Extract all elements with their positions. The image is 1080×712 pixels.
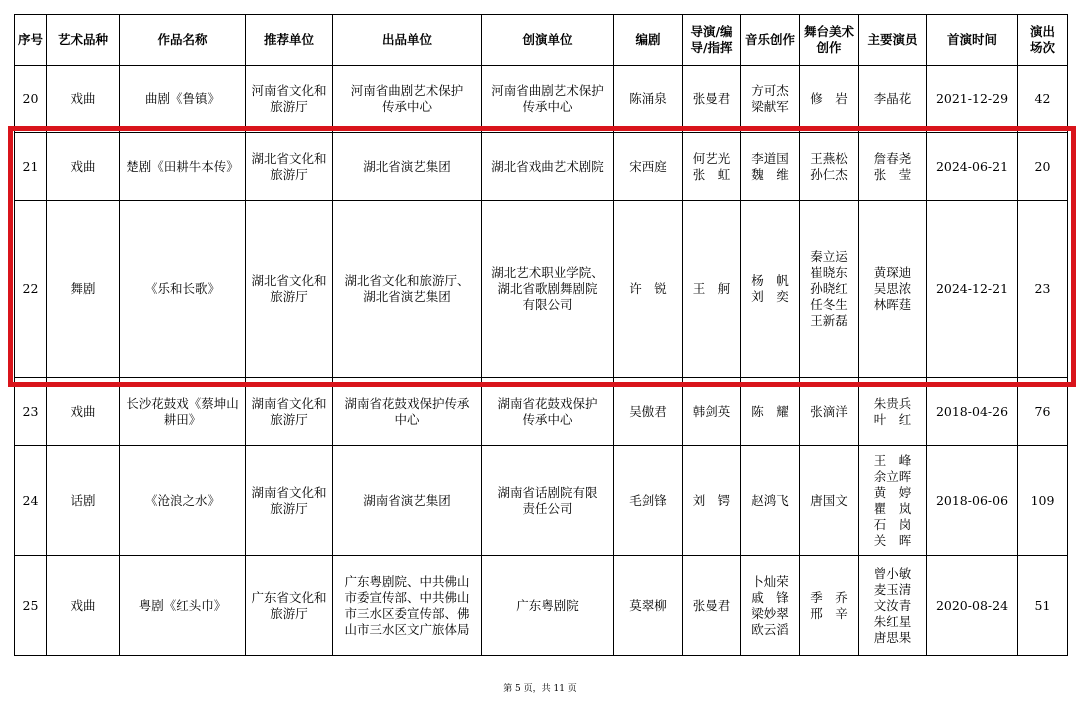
cell-shows: 51	[1018, 556, 1068, 656]
cell-type: 舞剧	[47, 201, 120, 378]
col-header-writer: 编剧	[614, 15, 683, 66]
cell-stage: 王燕松 孙仁杰	[800, 133, 859, 201]
cell-recommender: 广东省文化和 旅游厅	[246, 556, 333, 656]
cell-title: 《乐和长歌》	[120, 201, 246, 378]
cell-no: 22	[15, 201, 47, 378]
cell-director: 张曼君	[683, 556, 741, 656]
works-table	[14, 14, 1068, 656]
table-row	[15, 133, 1068, 201]
cell-recommender: 湖北省文化和 旅游厅	[246, 201, 333, 378]
cell-premiere: 2024-12-21	[927, 201, 1018, 378]
cell-no: 21	[15, 133, 47, 201]
cell-premiere: 2020-08-24	[927, 556, 1018, 656]
cell-stage: 唐国文	[800, 446, 859, 556]
cell-producer: 湖北省演艺集团	[333, 133, 482, 201]
cell-writer: 吴傲君	[614, 378, 683, 446]
cell-music: 方可杰 梁献军	[741, 66, 800, 133]
cell-creator: 湖南省花鼓戏保护 传承中心	[482, 378, 614, 446]
cell-actors: 黄琛迪 吴思浓 林晖莛	[859, 201, 927, 378]
cell-shows: 20	[1018, 133, 1068, 201]
cell-recommender: 湖北省文化和 旅游厅	[246, 133, 333, 201]
cell-music: 赵鸿飞	[741, 446, 800, 556]
cell-stage: 季 乔 邢 辛	[800, 556, 859, 656]
table-row	[15, 446, 1068, 556]
cell-director: 刘 锷	[683, 446, 741, 556]
cell-music: 卜灿荣 戚 锋 梁妙翠 欧云滔	[741, 556, 800, 656]
cell-actors: 詹春尧 张 莹	[859, 133, 927, 201]
cell-director: 韩剑英	[683, 378, 741, 446]
cell-title: 《沧浪之水》	[120, 446, 246, 556]
header-row	[15, 15, 1068, 66]
cell-producer: 湖北省文化和旅游厅、 湖北省演艺集团	[333, 201, 482, 378]
cell-creator: 湖北省戏曲艺术剧院	[482, 133, 614, 201]
cell-creator: 湖南省话剧院有限 责任公司	[482, 446, 614, 556]
cell-type: 戏曲	[47, 556, 120, 656]
cell-music: 陈 耀	[741, 378, 800, 446]
cell-director: 王 舸	[683, 201, 741, 378]
col-header-recommender: 推荐单位	[246, 15, 333, 66]
cell-producer: 广东粤剧院、中共佛山 市委宣传部、中共佛山 市三水区委宣传部、佛 山市三水区文广旅体局	[333, 556, 482, 656]
cell-director: 张曼君	[683, 66, 741, 133]
cell-music: 杨 帆 刘 奕	[741, 201, 800, 378]
cell-shows: 76	[1018, 378, 1068, 446]
cell-title: 长沙花鼓戏《蔡坤山 耕田》	[120, 378, 246, 446]
cell-producer: 湖南省花鼓戏保护传承 中心	[333, 378, 482, 446]
cell-actors: 李晶花	[859, 66, 927, 133]
cell-actors: 王 峰 余立晖 黄 婷 瞿 岚 石 岗 关 晖	[859, 446, 927, 556]
col-header-director: 导演/编 导/指挥	[683, 15, 741, 66]
cell-shows: 109	[1018, 446, 1068, 556]
cell-premiere: 2021-12-29	[927, 66, 1018, 133]
table-row	[15, 378, 1068, 446]
cell-writer: 许 锐	[614, 201, 683, 378]
cell-no: 24	[15, 446, 47, 556]
cell-premiere: 2018-06-06	[927, 446, 1018, 556]
cell-director: 何艺光 张 虹	[683, 133, 741, 201]
cell-recommender: 湖南省文化和 旅游厅	[246, 446, 333, 556]
cell-creator: 湖北艺术职业学院、 湖北省歌剧舞剧院 有限公司	[482, 201, 614, 378]
cell-type: 戏曲	[47, 66, 120, 133]
cell-type: 话剧	[47, 446, 120, 556]
col-header-actors: 主要演员	[859, 15, 927, 66]
cell-writer: 宋西庭	[614, 133, 683, 201]
col-header-no: 序号	[15, 15, 47, 66]
cell-premiere: 2018-04-26	[927, 378, 1018, 446]
col-header-creator: 创演单位	[482, 15, 614, 66]
cell-producer: 湖南省演艺集团	[333, 446, 482, 556]
cell-no: 20	[15, 66, 47, 133]
cell-premiere: 2024-06-21	[927, 133, 1018, 201]
cell-creator: 广东粤剧院	[482, 556, 614, 656]
table-row	[15, 556, 1068, 656]
cell-stage: 修 岩	[800, 66, 859, 133]
cell-no: 25	[15, 556, 47, 656]
cell-writer: 莫翠柳	[614, 556, 683, 656]
cell-title: 曲剧《鲁镇》	[120, 66, 246, 133]
col-header-shows: 演出 场次	[1018, 15, 1068, 66]
cell-stage: 张滴洋	[800, 378, 859, 446]
table-row	[15, 66, 1068, 133]
cell-stage: 秦立运 崔晓东 孙晓红 任冬生 王新磊	[800, 201, 859, 378]
cell-shows: 23	[1018, 201, 1068, 378]
cell-title: 粤剧《红头巾》	[120, 556, 246, 656]
cell-actors: 朱贵兵 叶 红	[859, 378, 927, 446]
cell-no: 23	[15, 378, 47, 446]
page-footer: 第 5 页，共 11 页	[503, 684, 577, 694]
cell-recommender: 湖南省文化和 旅游厅	[246, 378, 333, 446]
col-header-type: 艺术品种	[47, 15, 120, 66]
cell-writer: 陈涌泉	[614, 66, 683, 133]
cell-actors: 曾小敏 麦玉清 文汝青 朱红星 唐思果	[859, 556, 927, 656]
col-header-title: 作品名称	[120, 15, 246, 66]
cell-type: 戏曲	[47, 133, 120, 201]
cell-creator: 河南省曲剧艺术保护 传承中心	[482, 66, 614, 133]
col-header-music: 音乐创作	[741, 15, 800, 66]
cell-type: 戏曲	[47, 378, 120, 446]
cell-shows: 42	[1018, 66, 1068, 133]
cell-music: 李道国 魏 维	[741, 133, 800, 201]
cell-recommender: 河南省文化和 旅游厅	[246, 66, 333, 133]
col-header-stage: 舞台美术 创作	[800, 15, 859, 66]
table-row	[15, 201, 1068, 378]
cell-title: 楚剧《田耕牛本传》	[120, 133, 246, 201]
cell-writer: 毛剑锋	[614, 446, 683, 556]
col-header-premiere: 首演时间	[927, 15, 1018, 66]
cell-producer: 河南省曲剧艺术保护 传承中心	[333, 66, 482, 133]
col-header-producer: 出品单位	[333, 15, 482, 66]
